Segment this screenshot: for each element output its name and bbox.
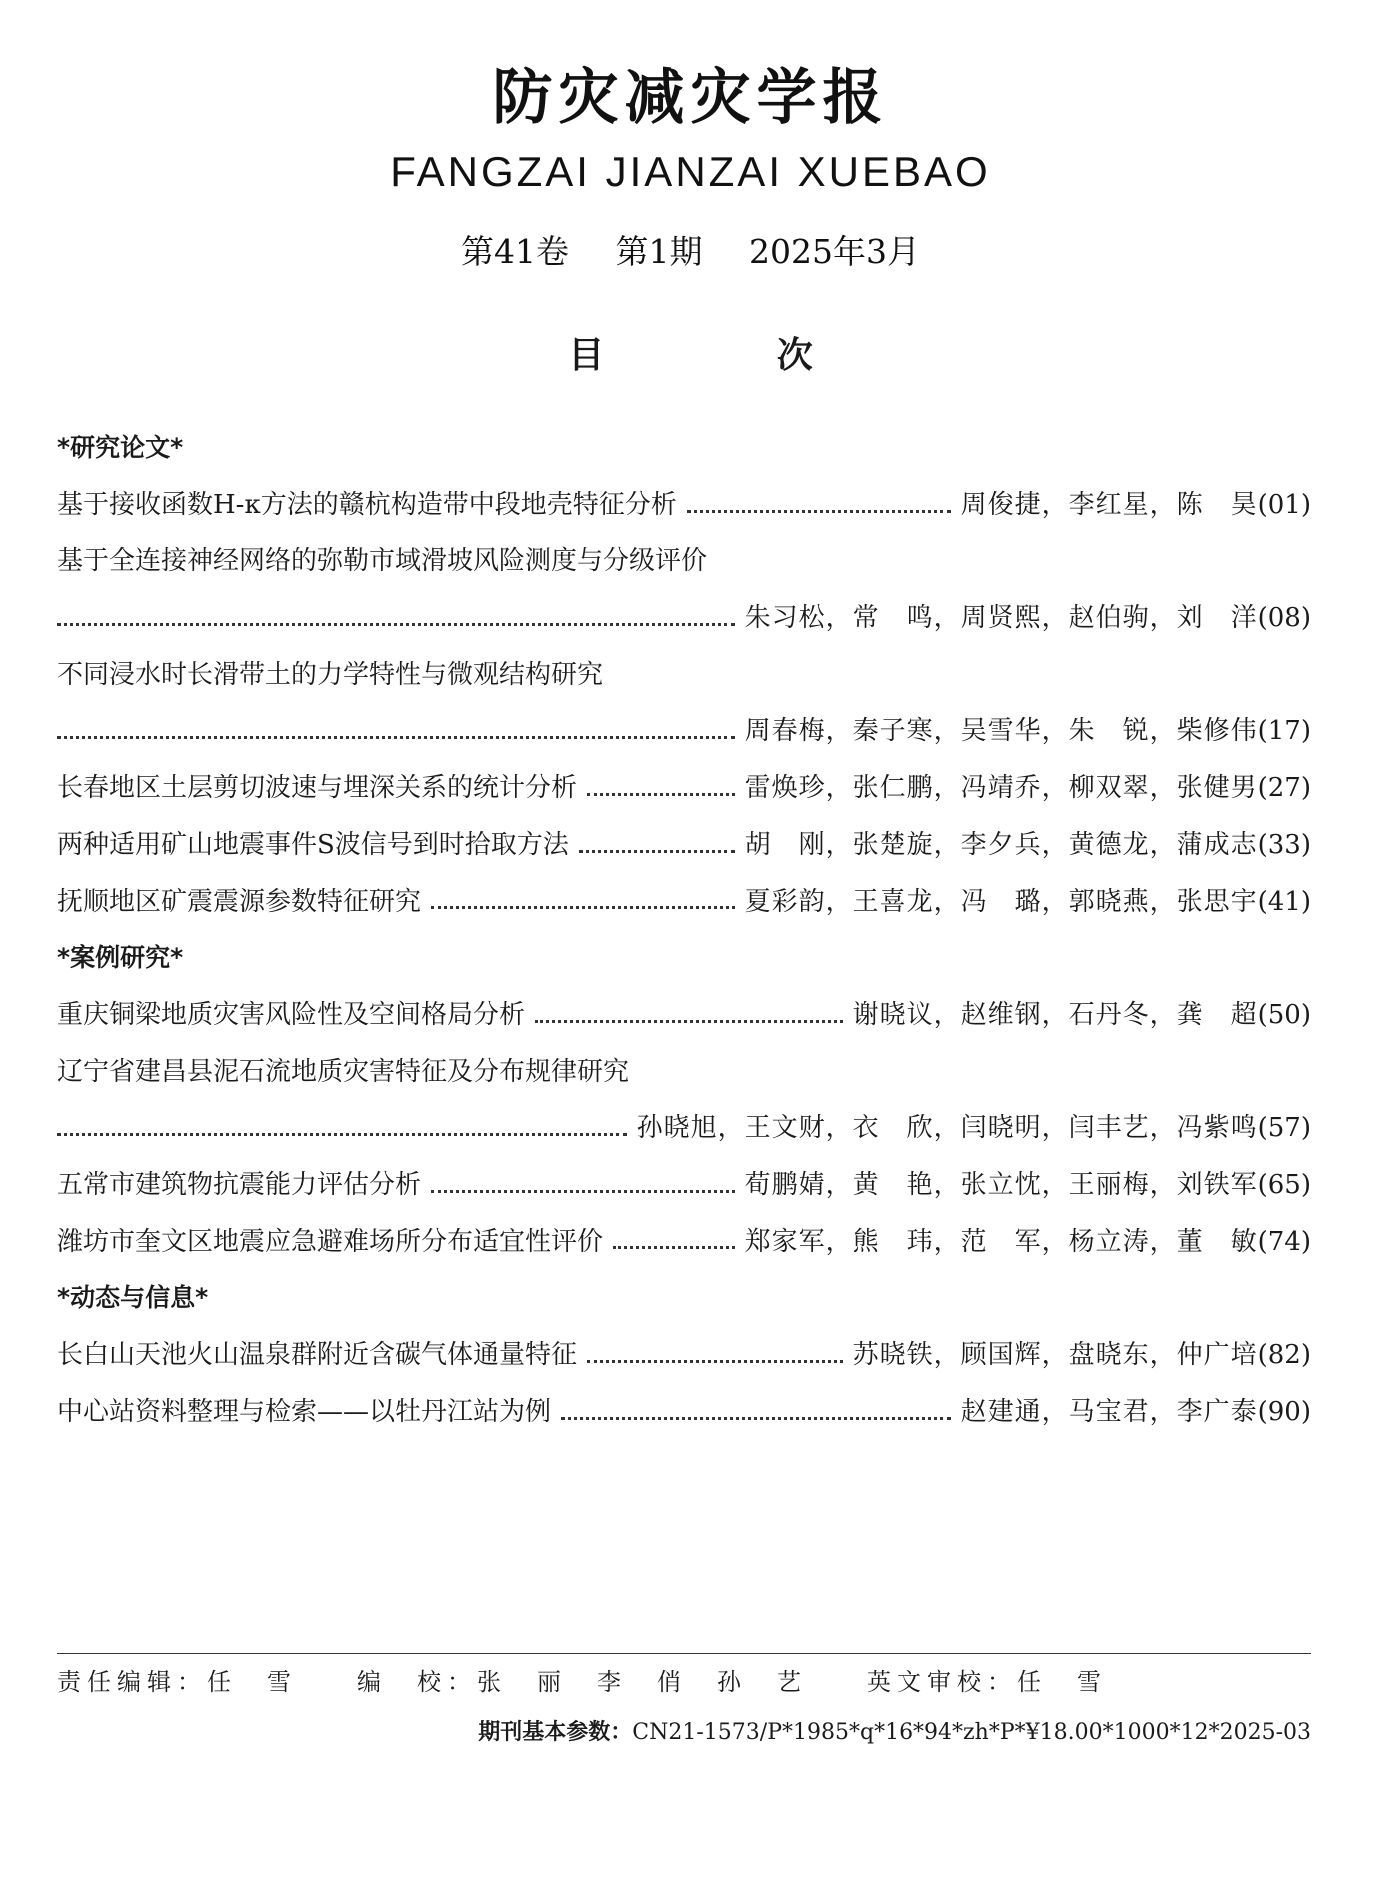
issue-line: [0, 226, 1381, 273]
entry-page: (82): [1257, 1340, 1311, 1370]
issue-date: 2025年3月: [749, 232, 920, 271]
entry-title: 辽宁省建昌县泥石流地质灾害特征及分布规律研究: [57, 1056, 630, 1087]
entry-title: 基于接收函数H-κ方法的赣杭构造带中段地壳特征分析: [57, 489, 677, 520]
toc-entry[interactable]: [57, 1044, 1311, 1101]
entry-authors: 谢晓议，赵维钢，石丹冬，龚 超: [852, 999, 1258, 1030]
dot-leader: [613, 1246, 735, 1249]
entry-title: 潍坊市奎文区地震应急避难场所分布适宜性评价: [57, 1226, 604, 1257]
entry-page: (17): [1257, 716, 1311, 747]
entry-title: 中心站资料整理与检索——以牡丹江站为例: [57, 1396, 552, 1427]
dot-leader: [57, 1133, 627, 1136]
issue-number: 第1期: [615, 232, 703, 271]
entry-authors: 雷焕珍，张仁鹏，冯靖乔，柳双翠，张健男: [744, 773, 1258, 804]
dot-leader: [687, 510, 951, 513]
entry-authors: 朱习松，常 鸣，周贤熙，赵伯驹，刘 洋: [744, 603, 1258, 634]
params-label: 期刊基本参数：: [478, 1720, 633, 1745]
toc-entry[interactable]: [57, 477, 1311, 534]
entry-page: (33): [1257, 829, 1311, 860]
entry-page: (90): [1257, 1396, 1311, 1427]
section-heading: *研究论文*: [57, 433, 184, 462]
table-of-contents: [57, 420, 1311, 1440]
dot-leader: [57, 736, 735, 739]
entry-title: 基于全连接神经网络的弥勒市域滑坡风险测度与分级评价: [57, 546, 708, 577]
footer-divider: [57, 1653, 1311, 1654]
dot-leader: [57, 623, 735, 626]
editors-line: 责任编辑：任 雪 编 校：张 丽 李 俏 孙 艺 英文审校：任 雪: [57, 1668, 1107, 1696]
toc-heading: 目 次: [568, 335, 893, 376]
toc-entry-continuation: [57, 1100, 1311, 1157]
entry-authors: 胡 刚，张楚旋，李夕兵，黄德龙，蒲成志: [744, 829, 1258, 860]
toc-entry[interactable]: [57, 817, 1311, 874]
toc-entry[interactable]: [57, 647, 1311, 704]
entry-authors: 荀鹏婧，黄 艳，张立忱，王丽梅，刘铁军: [744, 1169, 1258, 1200]
entry-title: 长春地区土层剪切波速与埋深关系的统计分析: [57, 773, 578, 804]
params-value: CN21-1573/P*1985*q*16*94*zh*P*¥18.00*1000*12*2025-03: [632, 1720, 1311, 1745]
entry-page: (57): [1257, 1113, 1311, 1144]
volume: 第41卷: [461, 232, 569, 271]
entry-page: (08): [1257, 603, 1311, 634]
dot-leader: [561, 1417, 951, 1420]
entry-title: 重庆铜梁地质灾害风险性及空间格局分析: [57, 999, 526, 1030]
entry-page: (27): [1257, 773, 1311, 804]
journal-title: 防灾减灾学报: [492, 63, 889, 133]
entry-title: 长白山天池火山温泉群附近含碳气体通量特征: [57, 1340, 578, 1370]
dot-leader: [535, 1020, 843, 1023]
entry-authors: 夏彩韵，王喜龙，冯 璐，郭晓燕，张思宇: [744, 886, 1258, 917]
toc-entry-continuation: [57, 703, 1311, 760]
dot-leader: [431, 1190, 735, 1193]
section-heading: *案例研究*: [57, 943, 184, 973]
toc-entry[interactable]: [57, 1327, 1311, 1384]
entry-authors: 周俊捷，李红星，陈 昊: [960, 489, 1258, 520]
journal-title-en: FANGZAI JIANZAI XUEBAO: [390, 148, 991, 195]
entry-title: 两种适用矿山地震事件S波信号到时拾取方法: [57, 829, 569, 860]
toc-entry[interactable]: [57, 533, 1311, 590]
entry-page: (74): [1257, 1226, 1311, 1257]
entry-page: (50): [1257, 999, 1311, 1030]
dot-leader: [587, 793, 735, 796]
section-heading: *动态与信息*: [57, 1283, 209, 1313]
entry-page: (41): [1257, 886, 1311, 917]
entry-title: 抚顺地区矿震震源参数特征研究: [57, 886, 422, 917]
dot-leader: [579, 850, 735, 853]
toc-entry[interactable]: [57, 874, 1311, 931]
entry-page: (65): [1257, 1169, 1311, 1200]
toc-entry-continuation: [57, 590, 1311, 647]
toc-entry[interactable]: [57, 1157, 1311, 1214]
toc-entry[interactable]: [57, 1214, 1311, 1271]
toc-entry[interactable]: [57, 760, 1311, 817]
entry-authors: 周春梅，秦子寒，吴雪华，朱 锐，柴修伟: [744, 716, 1258, 747]
entry-title: 五常市建筑物抗震能力评估分析: [57, 1169, 422, 1200]
entry-title: 不同浸水时长滑带土的力学特性与微观结构研究: [57, 659, 604, 690]
toc-entry[interactable]: [57, 1384, 1311, 1441]
journal-parameters: [478, 1713, 1311, 1753]
entry-authors: 郑家军，熊 玮，范 军，杨立涛，董 敏: [744, 1226, 1258, 1257]
toc-entry[interactable]: [57, 987, 1311, 1044]
dot-leader: [431, 906, 735, 909]
entry-authors: 苏晓铁，顾国辉，盘晓东，仲广培: [852, 1340, 1258, 1370]
entry-authors: 孙晓旭，王文财，衣 欣，闫晓明，闫丰艺，冯紫鸣: [636, 1113, 1258, 1144]
entry-authors: 赵建通，马宝君，李广泰: [960, 1396, 1258, 1427]
entry-page: (01): [1257, 489, 1311, 520]
dot-leader: [587, 1360, 843, 1363]
